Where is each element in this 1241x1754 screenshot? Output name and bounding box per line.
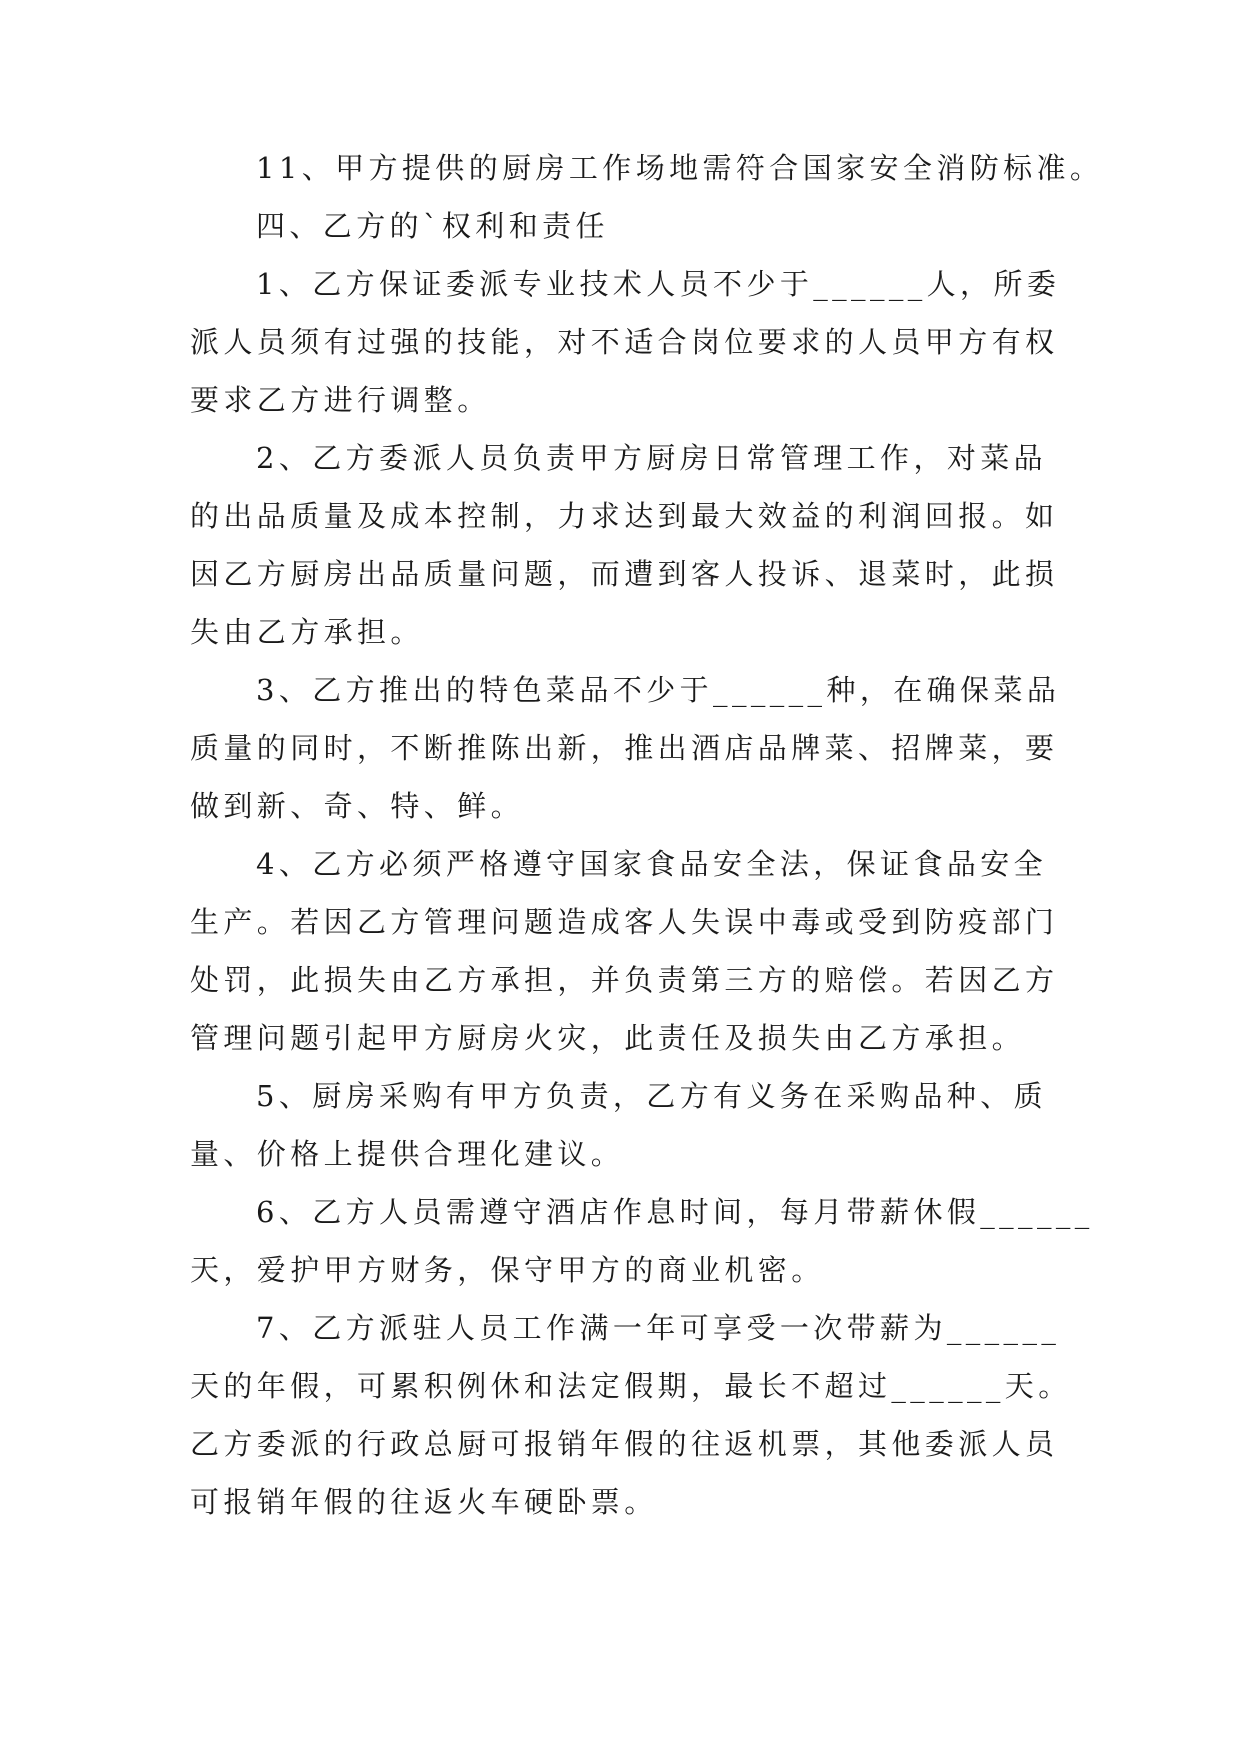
text-line: 做到新、奇、特、鲜。 bbox=[190, 789, 525, 823]
text-line: 5、厨房采购有甲方负责，乙方有义务在采购品种、质 bbox=[256, 1079, 1048, 1113]
text-line: 管理问题引起甲方厨房火灾，此责任及损失由乙方承担。 bbox=[190, 1021, 1026, 1055]
text-line: 11、甲方提供的厨房工作场地需符合国家安全消防标准。 bbox=[256, 151, 1104, 185]
text-line: 4、乙方必须严格遵守国家食品安全法，保证食品安全 bbox=[256, 847, 1048, 881]
text-line: 天，爱护甲方财务，保守甲方的商业机密。 bbox=[190, 1253, 825, 1287]
text-line: 质量的同时，不断推陈出新，推出酒店品牌菜、招牌菜，要 bbox=[190, 731, 1059, 765]
text-line: 2、乙方委派人员负责甲方厨房日常管理工作，对菜品 bbox=[256, 441, 1048, 475]
text-line: 可报销年假的往返火车硬卧票。 bbox=[190, 1485, 658, 1519]
text-line: 量、价格上提供合理化建议。 bbox=[190, 1137, 625, 1171]
text-line: 7、乙方派驻人员工作满一年可享受一次带薪为______ bbox=[256, 1311, 1061, 1345]
text-line: 1、乙方保证委派专业技术人员不少于______人，所委 bbox=[256, 267, 1061, 301]
text-line: 的出品质量及成本控制，力求达到最大效益的利润回报。如 bbox=[190, 499, 1059, 533]
text-line: 乙方委派的行政总厨可报销年假的往返机票，其他委派人员 bbox=[190, 1427, 1059, 1461]
text-line: 失由乙方承担。 bbox=[190, 615, 424, 649]
text-line: 天的年假，可累积例休和法定假期，最长不超过______天。 bbox=[190, 1369, 1072, 1403]
text-line: 生产。若因乙方管理问题造成客人失误中毒或受到防疫部门 bbox=[190, 905, 1059, 939]
text-line: 处罚，此损失由乙方承担，并负责第三方的赔偿。若因乙方 bbox=[190, 963, 1059, 997]
text-line: 派人员须有过强的技能，对不适合岗位要求的人员甲方有权 bbox=[190, 325, 1059, 359]
text-line: 6、乙方人员需遵守酒店作息时间，每月带薪休假______ bbox=[256, 1195, 1094, 1229]
text-line: 要求乙方进行调整。 bbox=[190, 383, 491, 417]
text-line: 3、乙方推出的特色菜品不少于______种，在确保菜品 bbox=[256, 673, 1061, 707]
text-line: 因乙方厨房出品质量问题，而遭到客人投诉、退菜时，此损 bbox=[190, 557, 1059, 591]
section-heading: 四、乙方的`权利和责任 bbox=[256, 209, 609, 243]
